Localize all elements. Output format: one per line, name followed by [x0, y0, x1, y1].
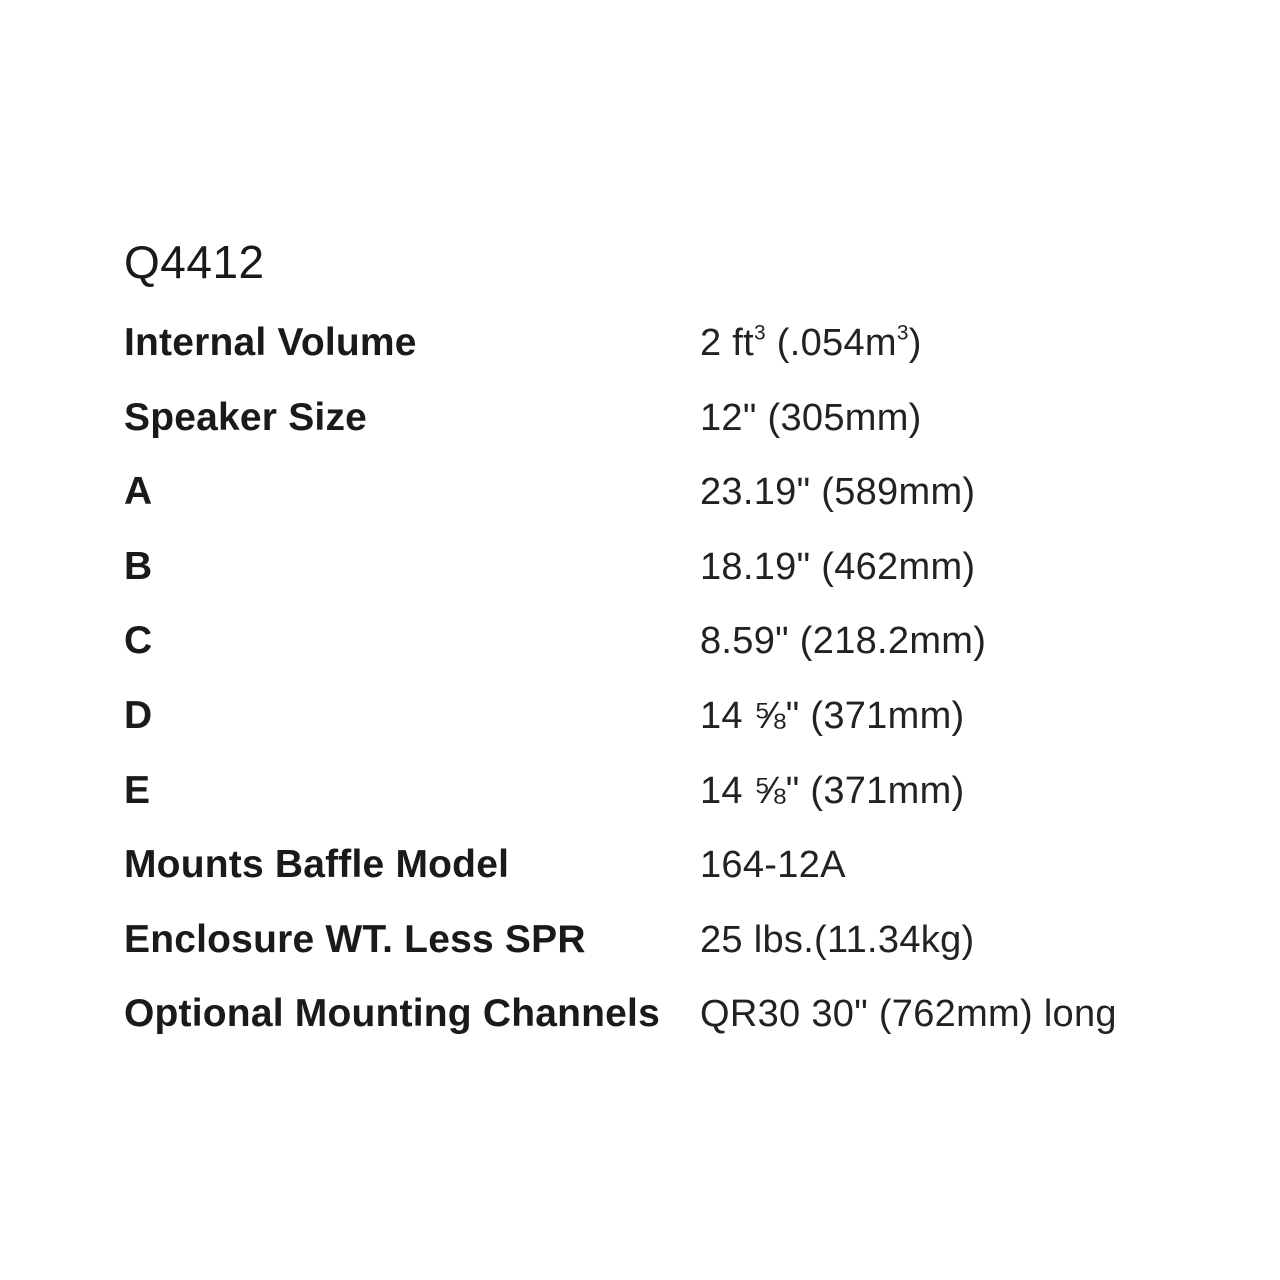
spec-value: 164-12A — [700, 844, 846, 887]
spec-label: C — [124, 619, 153, 663]
model-title: Q4412 — [124, 236, 265, 288]
spec-label: E — [124, 768, 151, 812]
spec-row-dimension-d — [124, 679, 1224, 754]
spec-row-dimension-a — [124, 455, 1224, 530]
spec-label: Optional Mounting Channels — [124, 992, 660, 1036]
superscript: 3 — [754, 321, 766, 345]
spec-label: Internal Volume — [124, 321, 417, 364]
spec-label: Speaker Size — [124, 395, 368, 439]
spec-row-dimension-b — [124, 530, 1224, 605]
spec-label: Enclosure WT. Less SPR — [124, 917, 586, 961]
spec-value: 8.59" (218.2mm) — [700, 620, 987, 663]
spec-value: QR30 30" (762mm) long — [700, 993, 1117, 1036]
spec-value: 14 ⅝" (371mm) — [700, 769, 965, 812]
spec-value-part: (.054m — [765, 322, 897, 364]
spec-value: 14 ⅝" (371mm) — [700, 694, 965, 737]
spec-label: A — [124, 470, 153, 514]
spec-sheet — [124, 232, 1224, 1052]
spec-row-speaker-size — [124, 381, 1224, 456]
spec-label: B — [124, 544, 153, 588]
spec-value: 18.19" (462mm) — [700, 545, 976, 588]
spec-row-internal-volume — [124, 306, 1224, 381]
spec-value — [700, 306, 922, 381]
spec-row-dimension-c — [124, 604, 1224, 679]
spec-row-mounting-channels — [124, 977, 1224, 1052]
spec-row-baffle-model — [124, 828, 1224, 903]
spec-value: 25 lbs.(11.34kg) — [700, 918, 975, 961]
spec-row-dimension-e — [124, 754, 1224, 829]
spec-value-part: 2 ft — [700, 322, 755, 364]
superscript: 3 — [896, 321, 909, 345]
spec-label: D — [124, 693, 153, 737]
spec-value: 12" (305mm) — [700, 396, 922, 439]
spec-value: 23.19" (589mm) — [700, 471, 976, 514]
spec-row-enclosure-weight — [124, 903, 1224, 978]
spec-label: Mounts Baffle Model — [124, 843, 510, 887]
spec-value-part: ) — [908, 322, 922, 364]
